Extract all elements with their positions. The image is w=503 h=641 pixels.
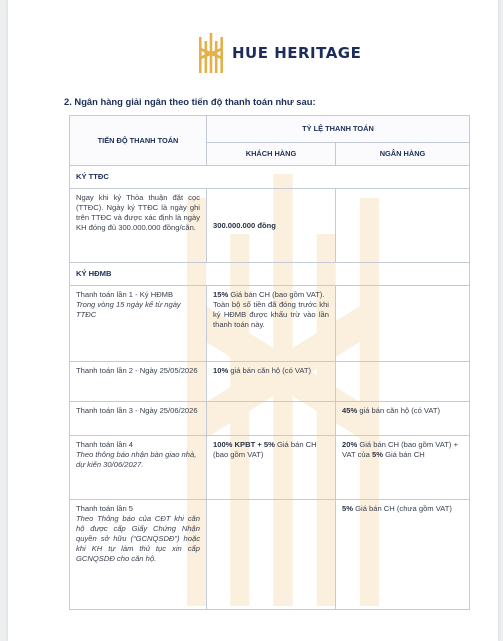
- bank-text: giá bán căn hộ (có VAT): [357, 406, 441, 416]
- customer-cell: [207, 402, 336, 436]
- progress-cell: [70, 436, 207, 500]
- table-row: [70, 189, 470, 263]
- table-row: [70, 500, 470, 610]
- bank-text-tail: Giá bán CH: [382, 450, 425, 460]
- table-row: [70, 402, 470, 436]
- progress-cell: Ngay khi ký Thỏa thuận đặt cọc (TTĐC). Ngày ký TTĐC là ngày ghi trên TTĐC và được xác định là ngày KH đóng đủ 300.000.000 đồng/căn.: [70, 189, 207, 263]
- bank-percent: 45%: [342, 406, 358, 416]
- customer-text: Giá bán CH (bao gồm VAT).: [228, 290, 325, 300]
- bank-cell: [336, 362, 470, 402]
- customer-cell: [207, 436, 336, 500]
- table-header-row: [70, 116, 470, 143]
- section-label: KÝ HĐMB: [70, 263, 470, 286]
- bank-cell: [336, 189, 470, 263]
- header-ratio: TỶ LỆ THANH TOÁN: [207, 116, 470, 143]
- customer-text: Giá bán CH (bao gồm VAT): [213, 440, 317, 460]
- progress-cell: [70, 500, 207, 610]
- table-row: [70, 362, 470, 402]
- section-heading: 2. Ngân hàng giải ngân theo tiến độ thanh toán như sau:: [64, 96, 316, 107]
- table-row: [70, 436, 470, 500]
- bank-cell: [336, 286, 470, 362]
- bank-cell: [336, 402, 470, 436]
- section-label: KÝ TTĐC: [70, 166, 470, 189]
- customer-percent: 10%: [213, 366, 229, 376]
- document-page: [8, 0, 498, 641]
- bank-text: Giá bán CH (chưa gồm VAT): [352, 504, 452, 514]
- bank-percent: 5%: [342, 504, 353, 514]
- section-row: [70, 166, 470, 189]
- customer-text: giá bán căn hộ (có VAT): [228, 366, 312, 376]
- progress-cell: Thanh toán lần 2 - Ngày 25/05/2026: [70, 362, 207, 402]
- header-customer: KHÁCH HÀNG: [207, 142, 336, 165]
- progress-note: Theo Thông báo của CĐT khi căn hộ được cấp Giấy Chứng Nhận quyền sở hữu (“GCNQSDĐ”) hoặc khi KH tự làm thủ tục xin cấp GCNQSDĐ cho căn hộ.: [76, 514, 200, 564]
- customer-note: Toàn bộ số tiền đã đóng trước khi ký HĐMB được khấu trừ vào lần thanh toán này.: [213, 300, 329, 330]
- progress-cell: [70, 286, 207, 362]
- bank-text: Giá bán CH (bao gồm VAT) + VAT của: [342, 440, 459, 460]
- section-row: [70, 263, 470, 286]
- progress-note: Theo thông báo nhận bàn giao nhà, dự kiến 30/06/2027.: [76, 450, 197, 470]
- progress-title: Thanh toán lần 1 - Ký HĐMB: [76, 290, 174, 300]
- customer-amount: 300.000.000 đồng: [213, 220, 276, 230]
- brand-logo: [198, 30, 361, 76]
- bank-percent: 20%: [342, 440, 358, 450]
- progress-title: Thanh toán lần 4: [76, 440, 133, 450]
- customer-percent: 15%: [213, 290, 229, 300]
- customer-cell: [207, 362, 336, 402]
- brand-name: HUE HERITAGE: [232, 44, 362, 62]
- customer-cell: [207, 500, 336, 610]
- header-bank: NGÂN HÀNG: [336, 142, 470, 165]
- customer-percent: 100% KPBT + 5%: [213, 440, 275, 450]
- bank-percent-vat: 5%: [371, 450, 383, 460]
- hue-heritage-emblem-icon: [198, 31, 224, 75]
- customer-cell: [207, 189, 336, 263]
- bank-cell: [336, 500, 470, 610]
- progress-note: Trong vòng 15 ngày kể từ ngày TTĐC: [76, 300, 181, 320]
- progress-cell: Thanh toán lần 3 - Ngày 25/06/2026: [70, 402, 207, 436]
- header-progress: TIẾN ĐỘ THANH TOÁN: [70, 116, 207, 166]
- payment-schedule-table: [69, 115, 470, 610]
- table-row: [70, 286, 470, 362]
- customer-cell: [207, 286, 336, 362]
- progress-title: Thanh toán lần 5: [76, 504, 133, 514]
- bank-cell: [336, 436, 470, 500]
